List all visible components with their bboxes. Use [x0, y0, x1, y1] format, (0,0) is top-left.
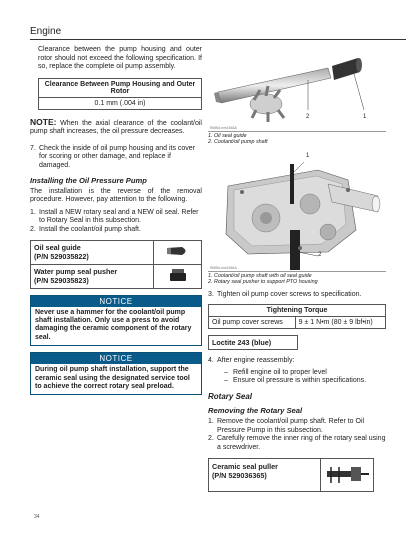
right-column [208, 46, 386, 492]
caption-2: 2. Rotary seal pusher to support PTO housing [208, 279, 318, 286]
oil-seal-guide-icon [154, 240, 202, 264]
step-7-text: Check the inside of oil pump housing and its cover for scoring or other damage, and replace if damaged. [39, 144, 196, 169]
tool-name: Oil seal guide [34, 243, 81, 253]
install-step-2-text: Install the coolant/oil pump shaft. [39, 225, 141, 233]
callout-2: 2 [306, 114, 310, 120]
install-step-1-number: 1. [30, 208, 36, 216]
remove-step-2 [208, 435, 386, 452]
remove-step-1-number: 1. [208, 418, 214, 425]
tool-part-number: (P/N 529035823) [34, 276, 89, 286]
tool-part-number: (P/N 529035822) [34, 252, 89, 262]
caption-1: 1. Coolant/oil pump shaft with oil seal guide [208, 272, 312, 279]
figure-shaft [208, 48, 386, 132]
torque-value: 9 ± 1 N•m (80 ± 9 lbf•in) [295, 317, 385, 329]
seal-puller-icon [321, 459, 373, 491]
remove-step-2-text: Carefully remove the inner ring of the rotary seal using a screwdriver. [217, 435, 386, 451]
installing-intro: The installation is the reverse of the removal procedure. However, pay attention to the following. [30, 187, 202, 204]
pump-shaft-illustration [208, 48, 386, 132]
header-rule [30, 39, 406, 40]
notice-title: NOTICE [31, 353, 201, 364]
step-4-text: After engine reassembly: [217, 357, 295, 365]
callout-1: 1 [363, 114, 367, 120]
clearance-table-header: Clearance Between Pump Housing and Outer Rotor [39, 78, 202, 97]
clearance-table-value: 0.1 mm (.004 in) [39, 97, 202, 109]
step-3-text: Tighten oil pump cover screws to specification. [217, 290, 362, 298]
figure-id: RMBd-mm1663A [210, 126, 237, 130]
tool-part-number: (P/N 529036365) [212, 471, 267, 481]
left-column [30, 46, 202, 395]
tool-row-oil-seal-guide [31, 240, 202, 264]
step-4-number: 4. [208, 357, 214, 365]
callout-1: 1 [306, 152, 310, 159]
tool-name: Ceramic seal puller [212, 462, 278, 472]
rotary-seal-heading: Rotary Seal [208, 392, 253, 401]
clearance-intro: Clearance between the pump housing and outer rotor should not exceed the following specification. If so, replace the complete oil pump assembly. [38, 46, 202, 71]
remove-step-1 [208, 418, 386, 435]
puller-label [209, 459, 321, 491]
caption-2: 2. Coolant/oil pump shaft [208, 139, 268, 146]
figure-2-captions [208, 273, 386, 286]
figure-housing [208, 150, 386, 272]
note-label: NOTE: [30, 116, 57, 127]
install-step-2-number: 2. [30, 225, 36, 233]
notice-text: Never use a hammer for the coolant/oil pump shaft installation. Only use a press to avoid damaging the ceramic component of the rotary seal. [35, 308, 192, 341]
step-4 [208, 357, 386, 366]
step-7-number: 7. [30, 144, 36, 152]
step-3 [208, 291, 386, 300]
tool-row-seal-pusher [31, 264, 202, 288]
ceramic-seal-puller-table [208, 458, 374, 492]
page-number: 34 [34, 514, 40, 520]
installing-heading: Installing the Oil Pressure Pump [30, 175, 147, 185]
torque-header: Tightening Torque [209, 305, 386, 317]
dash-item-2: – Ensure oil pressure is within specifications. [224, 377, 367, 385]
step-3-number: 3. [208, 290, 214, 298]
engine-housing-illustration [208, 150, 386, 272]
install-step-1 [30, 209, 202, 226]
note-text: When the axial clearance of the coolant/oil pump shaft increases, the oil pressure decreases. [30, 119, 202, 136]
notice-preload [30, 352, 202, 395]
figure-1-captions [208, 133, 386, 146]
remove-step-1-text: Remove the coolant/oil pump shaft. Refer to Oil Pressure Pump in this subsection. [217, 418, 365, 434]
notice-hammer [30, 295, 202, 347]
section-header: Engine [30, 26, 62, 37]
seal-pusher-icon [154, 264, 202, 288]
notice-title: NOTICE [31, 296, 201, 307]
install-step-1-text: Install a NEW rotary seal and a NEW oil seal. Refer to Rotary Seal in this subsection. [39, 208, 199, 225]
notice-text: During oil pump shaft installation, support the ceramic seal using the designated service tool to achieve the correct rotary seal preload. [35, 366, 190, 390]
dash-item-text: Ensure oil pressure is within specifications. [233, 377, 367, 385]
tools-table [30, 240, 202, 289]
dash-item-text: Refill engine oil to proper level [233, 368, 327, 376]
figure-id: RMBd-mm1664A [210, 265, 237, 270]
callout-2: 2 [318, 251, 322, 258]
note [30, 118, 202, 137]
step-7 [30, 145, 202, 171]
removing-heading: Removing the Rotary Seal [208, 406, 303, 415]
loctite-spec: Loctite 243 (blue) [208, 335, 298, 350]
torque-table [208, 304, 386, 329]
dash-item-1: – Refill engine oil to proper level [224, 368, 327, 376]
torque-item: Oil pump cover screws [209, 317, 296, 329]
clearance-table [38, 78, 202, 110]
caption-1: 1. Oil seal guide [208, 133, 247, 139]
remove-step-2-number: 2. [208, 435, 214, 443]
tool-name: Water pump seal pusher [34, 267, 118, 277]
install-step-2 [30, 226, 202, 235]
